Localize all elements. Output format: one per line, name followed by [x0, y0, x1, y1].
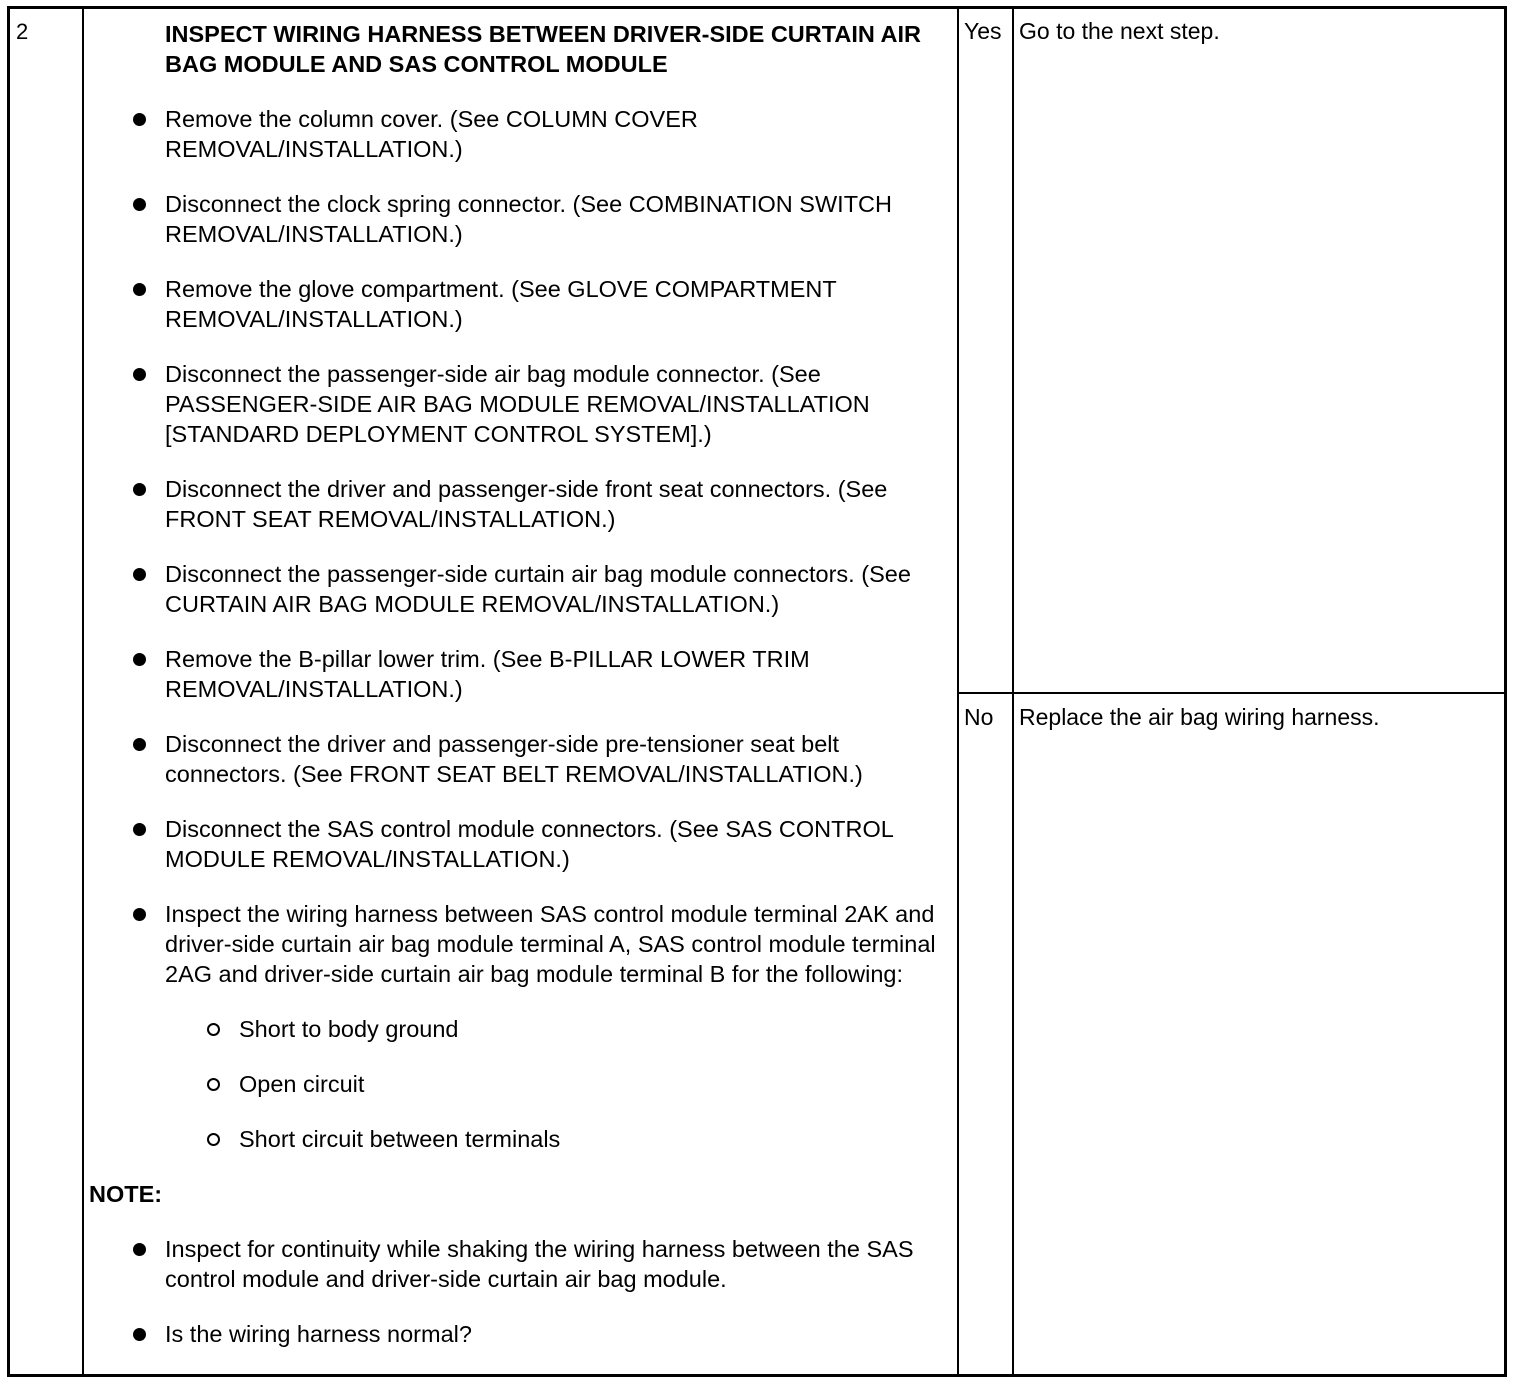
- instruction-item: Disconnect the passenger-side curtain air bag module connectors. (See CURTAIN AIR BAG MODULE REMOVAL/INSTALLATION.): [86, 559, 956, 619]
- no-action: Replace the air bag wiring harness.: [1019, 704, 1380, 730]
- bullet-icon: [133, 653, 146, 666]
- note-item: Is the wiring harness normal?: [86, 1319, 956, 1349]
- instruction-item: Disconnect the SAS control module connectors. (See SAS CONTROL MODULE REMOVAL/INSTALLATION.): [86, 814, 956, 874]
- bullet-icon: [133, 368, 146, 381]
- row-divider-yes-no: [958, 692, 1504, 694]
- instruction-item: Remove the glove compartment. (See GLOVE COMPARTMENT REMOVAL/INSTALLATION.): [86, 274, 956, 334]
- diagnostic-step-table: [7, 6, 1507, 1377]
- check-item: Short circuit between terminals: [86, 1124, 956, 1154]
- instruction-item: Inspect the wiring harness between SAS control module terminal 2AK and driver-side curtain air bag module terminal A, SAS control module terminal 2AG and driver-side curtain air bag module terminal B for the following:: [86, 899, 956, 989]
- no-label: No: [964, 704, 994, 730]
- yes-label: Yes: [964, 18, 1002, 44]
- bullet-icon: [133, 198, 146, 211]
- hollow-bullet-icon: [207, 1023, 220, 1036]
- hollow-bullet-icon: [207, 1078, 220, 1091]
- instruction-item: Disconnect the driver and passenger-side front seat connectors. (See FRONT SEAT REMOVAL/INSTALLATION.): [86, 474, 956, 534]
- bullet-icon: [133, 823, 146, 836]
- yes-action: Go to the next step.: [1019, 18, 1220, 44]
- bullet-icon: [133, 1328, 146, 1341]
- step-number: 2: [16, 19, 29, 44]
- check-list: [86, 1014, 956, 1154]
- bullet-icon: [133, 1243, 146, 1256]
- instruction-item: Disconnect the passenger-side air bag module connector. (See PASSENGER-SIDE AIR BAG MODULE REMOVAL/INSTALLATION [STANDARD DEPLOYMENT CONTROL SYSTEM].): [86, 359, 956, 449]
- bullet-icon: [133, 908, 146, 921]
- note-label: NOTE:: [89, 1181, 163, 1207]
- hollow-bullet-icon: [207, 1133, 220, 1146]
- note-list: [86, 1234, 956, 1349]
- check-item: Short to body ground: [86, 1014, 956, 1044]
- bullet-icon: [133, 113, 146, 126]
- instruction-list: [86, 104, 956, 989]
- bullet-icon: [133, 568, 146, 581]
- bullet-icon: [133, 483, 146, 496]
- column-divider-step: [82, 9, 84, 1374]
- bullet-icon: [133, 738, 146, 751]
- instruction-item: Remove the B-pillar lower trim. (See B-PILLAR LOWER TRIM REMOVAL/INSTALLATION.): [86, 644, 956, 704]
- bullet-icon: [133, 283, 146, 296]
- instruction-item: Disconnect the clock spring connector. (See COMBINATION SWITCH REMOVAL/INSTALLATION.): [86, 189, 956, 249]
- instruction-item: Remove the column cover. (See COLUMN COVER REMOVAL/INSTALLATION.): [86, 104, 956, 164]
- step-title: INSPECT WIRING HARNESS BETWEEN DRIVER-SIDE CURTAIN AIR BAG MODULE AND SAS CONTROL MODULE: [165, 21, 921, 77]
- step-content: [86, 19, 956, 1349]
- check-item: Open circuit: [86, 1069, 956, 1099]
- instruction-item: Disconnect the driver and passenger-side pre-tensioner seat belt connectors. (See FRONT SEAT BELT REMOVAL/INSTALLATION.): [86, 729, 956, 789]
- note-item: Inspect for continuity while shaking the wiring harness between the SAS control module and driver-side curtain air bag module.: [86, 1234, 956, 1294]
